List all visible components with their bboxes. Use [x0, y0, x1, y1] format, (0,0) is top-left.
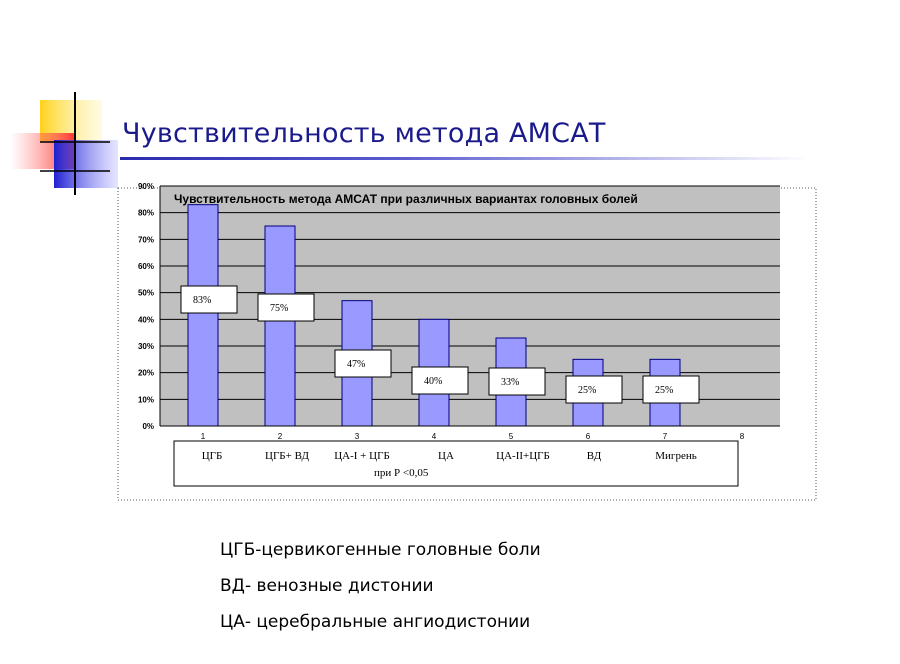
x-tick-label: 7 [662, 432, 668, 441]
y-axis [138, 182, 160, 431]
data-label: 33% [501, 377, 520, 388]
slide-title: Чувствительность метода АМСАТ [122, 118, 606, 149]
category-label: ЦА [438, 450, 454, 462]
y-tick-label: 90% [137, 182, 154, 191]
data-label: 25% [655, 385, 674, 396]
chart-footnote: при Р <0,05 [374, 467, 429, 479]
abbreviation-legend [220, 538, 541, 646]
category-label: ЦГБ [201, 450, 223, 462]
bar [265, 226, 295, 426]
x-tick-label: 5 [508, 432, 514, 441]
legend-item: ВД- венозные дистонии [220, 576, 434, 596]
x-tick-label: 1 [200, 432, 206, 441]
y-tick-label: 50% [137, 288, 154, 298]
data-label: 75% [270, 303, 289, 314]
category-label: Мигрень [655, 450, 697, 462]
x-tick-label: 8 [739, 432, 745, 441]
y-tick-label: 60% [137, 262, 154, 271]
x-tick-label: 4 [431, 432, 437, 441]
y-tick-label: 0% [142, 422, 154, 431]
y-tick-label: 40% [137, 315, 154, 325]
x-axis [160, 426, 780, 441]
y-tick-label: 20% [137, 368, 154, 378]
y-tick-label: 30% [137, 342, 154, 351]
data-label: 83% [193, 295, 212, 306]
data-label: 40% [424, 376, 443, 387]
category-label: ЦА-II+ЦГБ [496, 450, 550, 462]
bar [188, 205, 218, 426]
x-tick-label: 3 [354, 432, 360, 441]
category-label: ВД [586, 450, 602, 462]
category-box [174, 441, 738, 486]
legend-item: ЦГБ-цервикогенные головные боли [220, 540, 541, 560]
legend-item: ЦА- церебральные ангиодистонии [220, 612, 531, 632]
chart-title: Чувствительность метода АМСАТ при различных вариантах головных болей [174, 192, 638, 206]
y-tick-label: 80% [137, 208, 154, 218]
x-tick-label: 2 [277, 432, 283, 441]
x-tick-label: 6 [585, 432, 591, 441]
data-label: 25% [578, 385, 597, 396]
data-label: 47% [347, 359, 366, 370]
y-tick-label: 70% [137, 235, 154, 245]
category-label: ЦГБ+ ВД [265, 450, 309, 462]
category-label: ЦА-I + ЦГБ [334, 450, 390, 462]
y-tick-label: 10% [137, 395, 154, 405]
